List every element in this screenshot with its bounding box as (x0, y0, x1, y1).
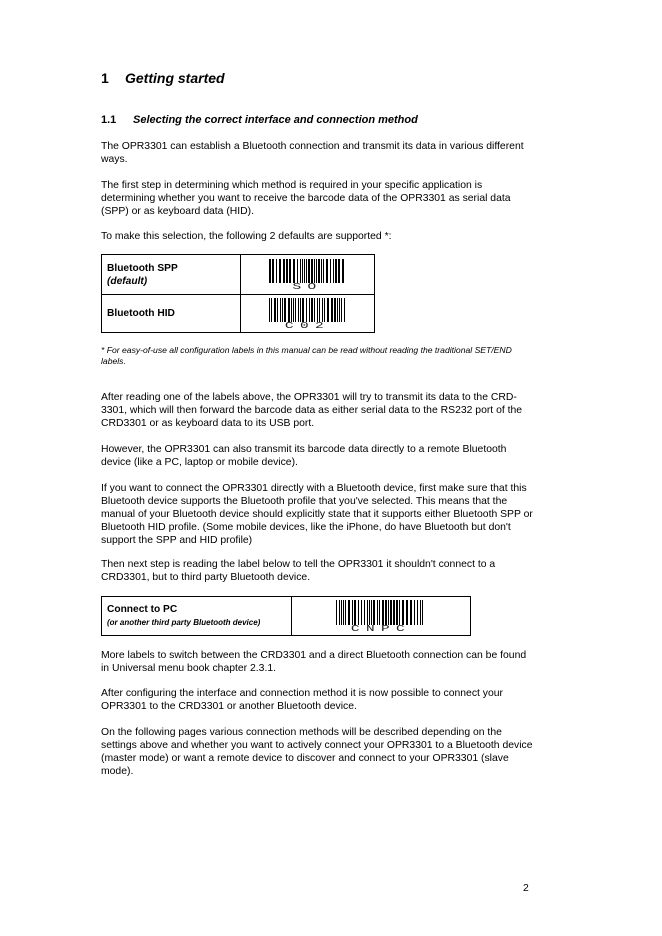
barcode-bar (367, 600, 368, 625)
pc-sublabel: (or another third party Bluetooth device) (107, 618, 261, 627)
barcode-bar (314, 259, 315, 283)
barcode-bar (314, 298, 315, 322)
barcode-bar (338, 259, 340, 283)
barcode-bar (295, 298, 296, 322)
barcode-bar (402, 600, 404, 625)
barcode-bar (284, 298, 286, 322)
barcode-bar (341, 600, 342, 625)
barcode-bar (361, 600, 362, 625)
barcode-bar (276, 259, 277, 283)
barcode-bar (269, 298, 270, 322)
barcode-bar (327, 298, 329, 322)
spp-barcode-caption: SO (292, 281, 323, 292)
paragraph-after-reading: After reading one of the labels above, the OPR3301 will try to transmit its data to the CRD-3301, which will then forward the barcode data as either serial data to the RS232 port of the CRD3301 or as keyboard data to its USB port. (101, 392, 523, 429)
barcode-bar (277, 298, 278, 322)
barcode-bar (371, 600, 372, 625)
barcode-bar (342, 259, 344, 283)
barcode-bar (311, 298, 313, 322)
barcode-bar (302, 259, 303, 283)
hid-barcode-caption: C02 (284, 320, 331, 331)
barcode-bar (344, 298, 345, 322)
paragraph-selection: To make this selection, the following 2 defaults are supported *: (101, 231, 392, 242)
paragraph-direct-transmit: However, the OPR3301 can also transmit its barcode data directly to a remote Bluetooth device (like a PC, laptop or mobile device). (101, 444, 507, 468)
barcode-bar (318, 259, 320, 283)
barcode-bar (316, 259, 317, 283)
barcode-bar (345, 600, 346, 625)
barcode-bar (343, 600, 344, 625)
paragraph-more-labels: More labels to switch between the CRD3301 and a direct Bluetooth connection can be found in Universal menu book chapter 2.3.1. (101, 650, 527, 674)
barcode-bar (339, 298, 340, 322)
barcode-bar (354, 600, 356, 625)
pc-barcode[interactable] (336, 600, 426, 625)
barcode-bar (341, 298, 342, 322)
barcode-bar (390, 600, 392, 625)
barcode-bar (283, 259, 285, 283)
barcode-bar (311, 259, 313, 283)
barcode-bar (297, 259, 298, 283)
barcode-bar (309, 298, 310, 322)
pc-barcode-cell[interactable] (292, 597, 471, 636)
barcode-bar (352, 600, 353, 625)
barcode-bar (271, 298, 272, 322)
barcode-bar (334, 298, 336, 322)
barcode-bar (282, 298, 283, 322)
barcode-bar (336, 600, 337, 625)
paragraph-after-configuring: After configuring the interface and connection method it is now possible to connect your OPR3301 to the CRD3301 or another Bluetooth device. (101, 688, 504, 712)
barcode-bar (319, 298, 320, 322)
barcode-bar (379, 600, 380, 625)
barcode-bar (333, 259, 334, 283)
hid-barcode-cell[interactable] (241, 295, 375, 333)
barcode-bar (300, 298, 301, 322)
pc-barcode-caption: CNPC (350, 623, 412, 634)
barcode-bar (280, 298, 281, 322)
barcode-bar (337, 298, 338, 322)
hid-barcode[interactable] (269, 298, 347, 322)
barcode-bar (358, 600, 359, 625)
section-number: 1 (101, 70, 109, 86)
barcode-bar (291, 298, 292, 322)
barcode-bar (323, 259, 324, 283)
barcode-bar (306, 259, 307, 283)
interface-barcode-table (101, 254, 375, 333)
barcode-bar (348, 600, 350, 625)
barcode-bar (289, 259, 291, 283)
barcode-bar (369, 600, 370, 625)
barcode-bar (388, 600, 389, 625)
barcode-bar (406, 600, 408, 625)
barcode-bar (417, 600, 418, 625)
paragraph-connect-directly: If you want to connect the OPR3301 directly with a Bluetooth device, first make sure that this Bluetooth device supports the Bluetooth profile that you've selected. This means that the manual of your Bluetooth device should explicitly state that it supports either Bluetooth SPP or Bluetooth HID profile. (Some mobile devices, like the iPhone, do have Bluetooth but don't support the SPP and HID profile) (101, 483, 533, 546)
barcode-bar (364, 600, 365, 625)
barcode-bar (308, 259, 310, 283)
barcode-bar (298, 298, 299, 322)
barcode-bar (335, 259, 337, 283)
barcode-bar (396, 600, 398, 625)
barcode-bar (331, 298, 333, 322)
section-heading (101, 70, 225, 86)
subsection-heading (101, 114, 418, 126)
barcode-bar (274, 298, 276, 322)
paragraph-first-step: The first step in determining which method is required in your specific application is determining whether you want to receive the barcode data of the OPR3301 as serial data (SPP) or as keyboard data (HID). (101, 180, 511, 217)
barcode-bar (382, 600, 384, 625)
barcode-bar (272, 259, 274, 283)
barcode-bar (304, 259, 305, 283)
barcode-bar (317, 298, 318, 322)
barcode-bar (385, 600, 387, 625)
barcode-bar (399, 600, 400, 625)
paragraph-next-step: Then next step is reading the label below to tell the OPR3301 it shouldn't connect to a CRD3301, but to third party Bluetooth device. (101, 559, 496, 583)
footnote-labels: * For easy-of-use all configuration labels in this manual can be read without reading the traditional SET/END labels. (101, 345, 512, 366)
paragraph-intro: The OPR3301 can establish a Bluetooth connection and transmit its data in various different ways. (101, 141, 524, 165)
barcode-bar (339, 600, 340, 625)
barcode-bar (293, 298, 294, 322)
barcode-bar (420, 600, 421, 625)
barcode-bar (300, 259, 301, 283)
barcode-bar (414, 600, 415, 625)
section-title: Getting started (125, 70, 225, 86)
barcode-bar (286, 259, 288, 283)
connect-pc-barcode-table (101, 596, 471, 636)
barcode-bar (322, 298, 323, 322)
barcode-bar (279, 259, 281, 283)
barcode-bar (373, 600, 375, 625)
barcode-bar (302, 298, 304, 322)
barcode-bar (393, 600, 395, 625)
subsection-title: Selecting the correct interface and connection method (133, 114, 418, 126)
paragraph-following-pages: On the following pages various connection methods will be described depending on the settings above and whether you want to actively connect your OPR3301 to a Bluetooth device (master mode) or want a remote device to discover and connect to your OPR3301 (slave mode). (101, 727, 533, 777)
barcode-bar (293, 259, 295, 283)
subsection-number: 1.1 (101, 114, 117, 126)
barcode-bar (330, 259, 331, 283)
spp-barcode[interactable] (269, 259, 347, 283)
barcode-bar (326, 259, 328, 283)
barcode-bar (377, 600, 378, 625)
spp-label: Bluetooth SPP (107, 262, 178, 274)
hid-label: Bluetooth HID (107, 308, 175, 319)
barcode-bar (410, 600, 412, 625)
barcode-bar (306, 298, 307, 322)
barcode-bar (422, 600, 423, 625)
barcode-bar (269, 259, 271, 283)
page-number: 2 (523, 883, 529, 894)
barcode-bar (321, 259, 322, 283)
spp-barcode-cell[interactable] (241, 255, 375, 295)
barcode-bar (288, 298, 290, 322)
pc-label: Connect to PC (107, 604, 178, 615)
spp-sublabel: (default) (107, 275, 148, 287)
barcode-bar (324, 298, 325, 322)
